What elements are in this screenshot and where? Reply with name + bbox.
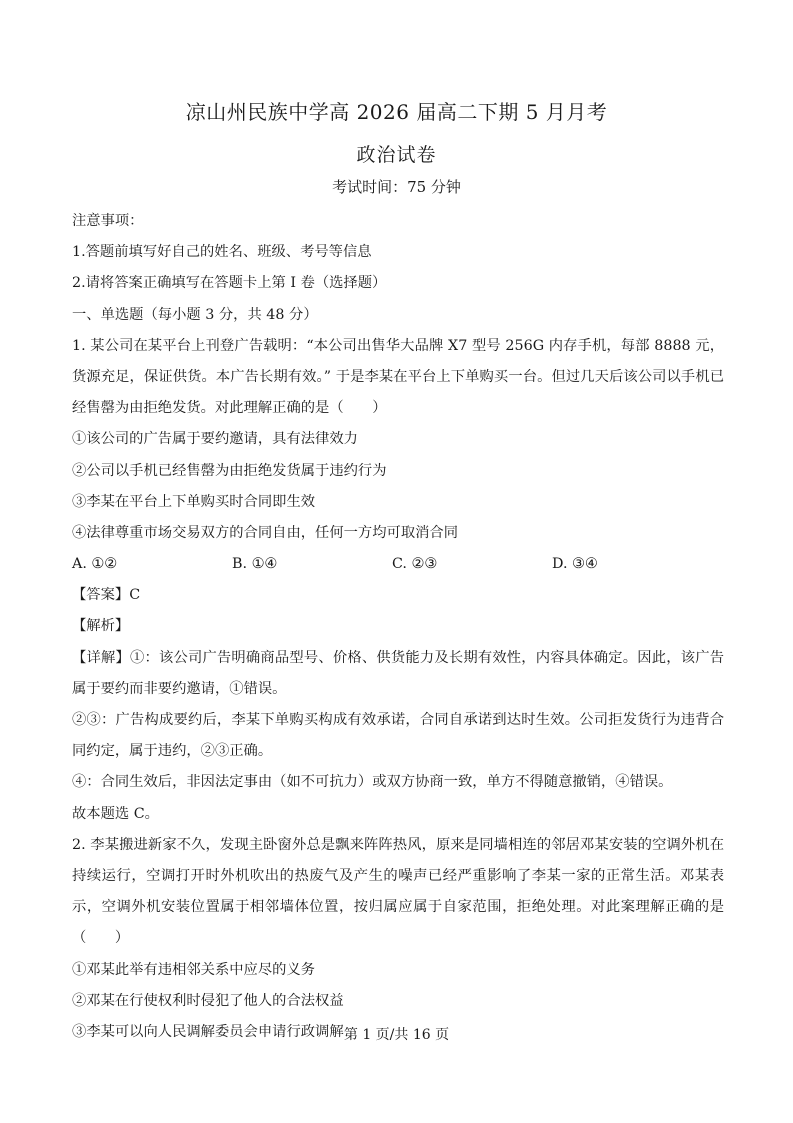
question-2-stem: 2. 李某搬进新家不久，发现主卧窗外总是飘来阵阵热风，原来是同墙相连的邻居邓某安装的空调外机在持续运行，空调打开时外机吹出的热废气及产生的噪声已经严重影响了李某一家的正常生活。邓某表示，空调外机安装位置属于相邻墙体位置，按归属应属于自家范围，拒绝处理。对此案理解正确的是（ ） [72, 836, 724, 947]
question-1-options [72, 549, 724, 580]
question-1-detail [72, 643, 724, 705]
question-2-statement: ③李某可以向人民调解委员会申请行政调解 [72, 1024, 344, 1041]
question-2-statement: ②邓某在行使权利时侵犯了他人的合法权益 [72, 992, 344, 1009]
option-a: A. ①② [72, 556, 118, 573]
analysis-label: 【解析】 [72, 618, 130, 635]
option-c: C. ②③ [392, 556, 438, 573]
question-2-statement: ①邓某此举有违相邻关系中应尽的义务 [72, 961, 316, 978]
question-1-answer [72, 580, 724, 611]
question-1-stem: 1. 某公司在某平台上刊登广告载明：“本公司出售华大品牌 X7 型号 256G 内存手机，每部 8888 元，货源充足，保证供货。本广告长期有效。” 于是李某在平台上下单购买一台。但过几天后该公司以手机已经售罄为由拒绝发货。对此理解正确的是（ ） [72, 337, 724, 417]
answer-value: C [129, 587, 141, 604]
detail-label: 【详解】 [72, 649, 130, 666]
question-1-conclusion: 故本题选 C。 [72, 805, 159, 822]
exam-body [72, 206, 724, 1048]
exam-subtitle: 政治试卷 [356, 144, 437, 166]
question-1-statement: ②公司以手机已经售罄为由拒绝发货属于违约行为 [72, 462, 387, 479]
question-1-statement: ①该公司的广告属于要约邀请，具有法律效力 [72, 431, 358, 448]
notice-heading: 注意事项： [72, 213, 144, 229]
section-heading: 一、单选题（每小题 3 分，共 48 分） [72, 306, 318, 323]
notice-item: 1.答题前填写好自己的姓名、班级、考号等信息 [72, 244, 372, 261]
question-1-statement: ③李某在平台上下单购买时合同即生效 [72, 493, 316, 510]
notice-item: 2.请将答案正确填写在答题卡上第 I 卷（选择题） [72, 275, 387, 292]
detail-text: ①：该公司广告明确商品型号、价格、供货能力及长期有效性，内容具体确定。因此，该广告属于要约而非要约邀请，①错误。 [72, 649, 725, 697]
page-number: 第 1 页/共 16 页 [343, 1027, 450, 1043]
question-1-detail: ④：合同生效后，非因法定事由（如不可抗力）或双方协商一致，单方不得随意撤销，④错误。 [72, 774, 673, 791]
question-1-detail: ②③：广告构成要约后，李某下单购买构成有效承诺，合同自承诺到达时生效。公司拒发货行为违背合同约定，属于违约，②③正确。 [72, 712, 724, 760]
option-b: B. ①④ [232, 556, 278, 573]
question-1-statement: ④法律尊重市场交易双方的合同自由，任何一方均可取消合同 [72, 524, 459, 541]
exam-title: 凉山州民族中学高 2026 届高二下期 5 月月考 [185, 100, 608, 124]
option-d: D. ③④ [552, 556, 598, 573]
exam-time: 考试时间：75 分钟 [332, 178, 461, 196]
answer-label: 【答案】 [72, 587, 130, 604]
